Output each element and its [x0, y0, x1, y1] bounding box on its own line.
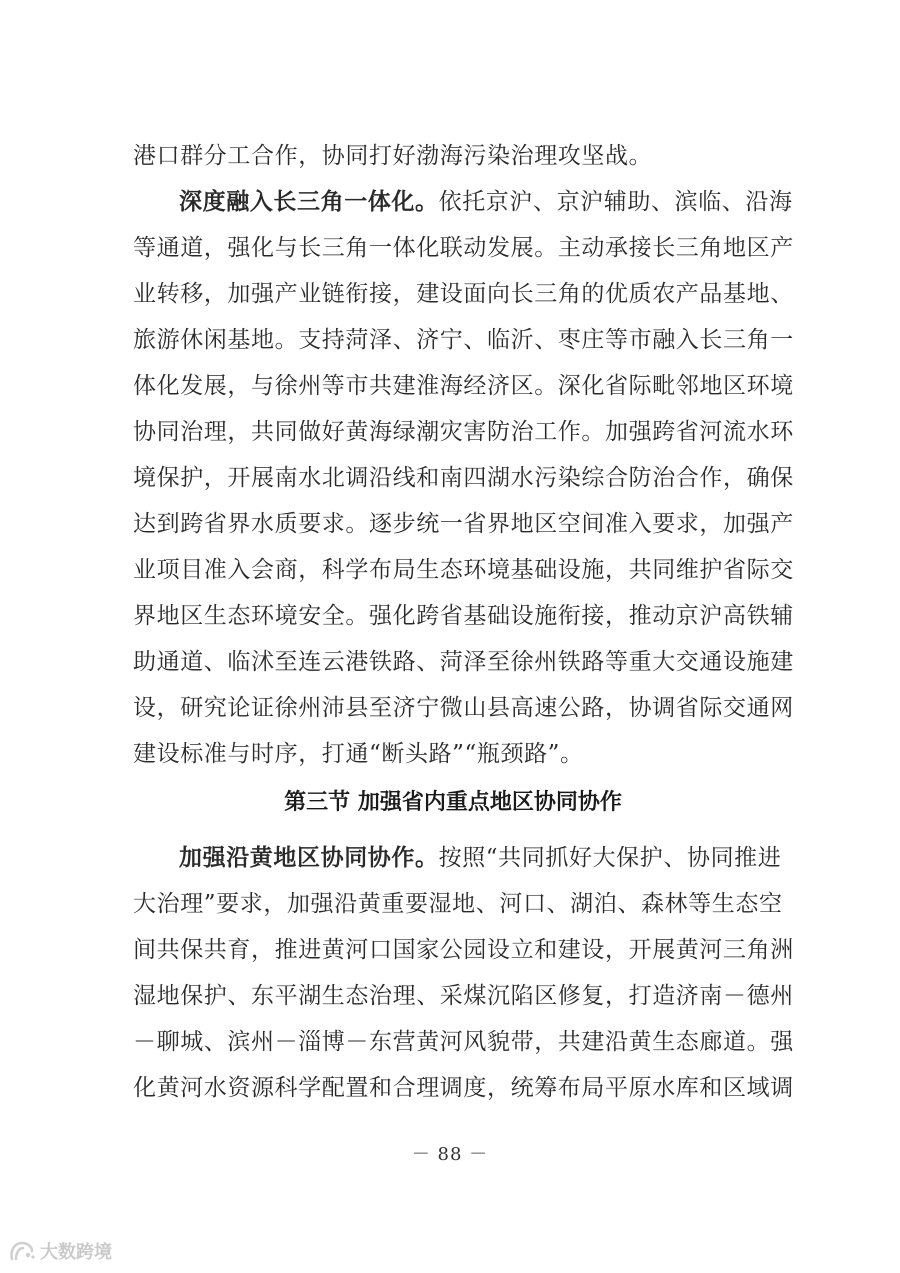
- paragraph-text: 依托京沪、京沪辅助、滨临、沿海: [438, 189, 793, 215]
- paragraph-line: －聊城、滨州－淄博－东营黄河风貌带，共建沿黄生态廊道。强: [133, 1029, 794, 1055]
- paragraph-line: [179, 838, 782, 878]
- page-number: － 88 －: [411, 1144, 489, 1165]
- paragraph-lead: 深度融入长三角一体化。: [179, 188, 439, 215]
- watermark: [8, 1236, 112, 1266]
- paragraph-line: 协同治理，共同做好黄海绿潮灾害防治工作。加强跨省河流水环: [133, 419, 794, 445]
- paragraph-line: 间共保共育，推进黄河口国家公园设立和建设，开展黄河三角洲: [133, 937, 794, 963]
- watermark-logo-icon: [8, 1239, 36, 1263]
- paragraph-line: 助通道、临沭至连云港铁路、菏泽至徐州铁路等重大交通设施建: [133, 649, 794, 675]
- paragraph-lead: 加强沿黄地区协同协作。: [179, 844, 439, 871]
- paragraph-line: 业转移，加强产业链衔接，建设面向长三角的优质农产品基地、: [133, 281, 794, 307]
- paragraph-line: 等通道，强化与长三角一体化联动发展。主动承接长三角地区产: [133, 235, 794, 261]
- paragraph-line: 湿地保护、东平湖生态治理、采煤沉陷区修复，打造济南－德州: [133, 983, 794, 1009]
- paragraph-line: 达到跨省界水质要求。逐步统一省界地区空间准入要求，加强产: [133, 511, 794, 537]
- paragraph-line: 旅游休闲基地。支持菏泽、济宁、临沂、枣庄等市融入长三角一: [133, 327, 794, 353]
- section-heading: 第三节 加强省内重点地区协同协作: [284, 790, 622, 815]
- paragraph-line: 界地区生态环境安全。强化跨省基础设施衔接，推动京沪高铁辅: [133, 603, 794, 629]
- paragraph-line: 体化发展，与徐州等市共建淮海经济区。深化省际毗邻地区环境: [133, 373, 794, 399]
- paragraph-line: 境保护，开展南水北调沿线和南四湖水污染综合防治合作，确保: [133, 465, 794, 491]
- paragraph-line: 设，研究论证徐州沛县至济宁微山县高速公路，协调省际交通网: [133, 695, 794, 721]
- paragraph-text: 按照“共同抓好大保护、协同推进: [438, 845, 782, 871]
- paragraph-line: 业项目准入会商，科学布局生态环境基础设施，共同维护省际交: [133, 557, 794, 583]
- watermark-text: 大数跨境: [40, 1242, 112, 1263]
- paragraph-line: 港口群分工合作，协同打好渤海污染治理攻坚战。: [133, 143, 653, 169]
- paragraph-line: 建设标准与时序，打通“断头路”“瓶颈路”。: [133, 741, 584, 767]
- paragraph-line: [179, 182, 793, 222]
- paragraph-line: 化黄河水资源科学配置和合理调度，统筹布局平原水库和区域调: [133, 1075, 794, 1101]
- paragraph-line: 大治理”要求，加强沿黄重要湿地、河口、湖泊、森林等生态空: [133, 891, 783, 917]
